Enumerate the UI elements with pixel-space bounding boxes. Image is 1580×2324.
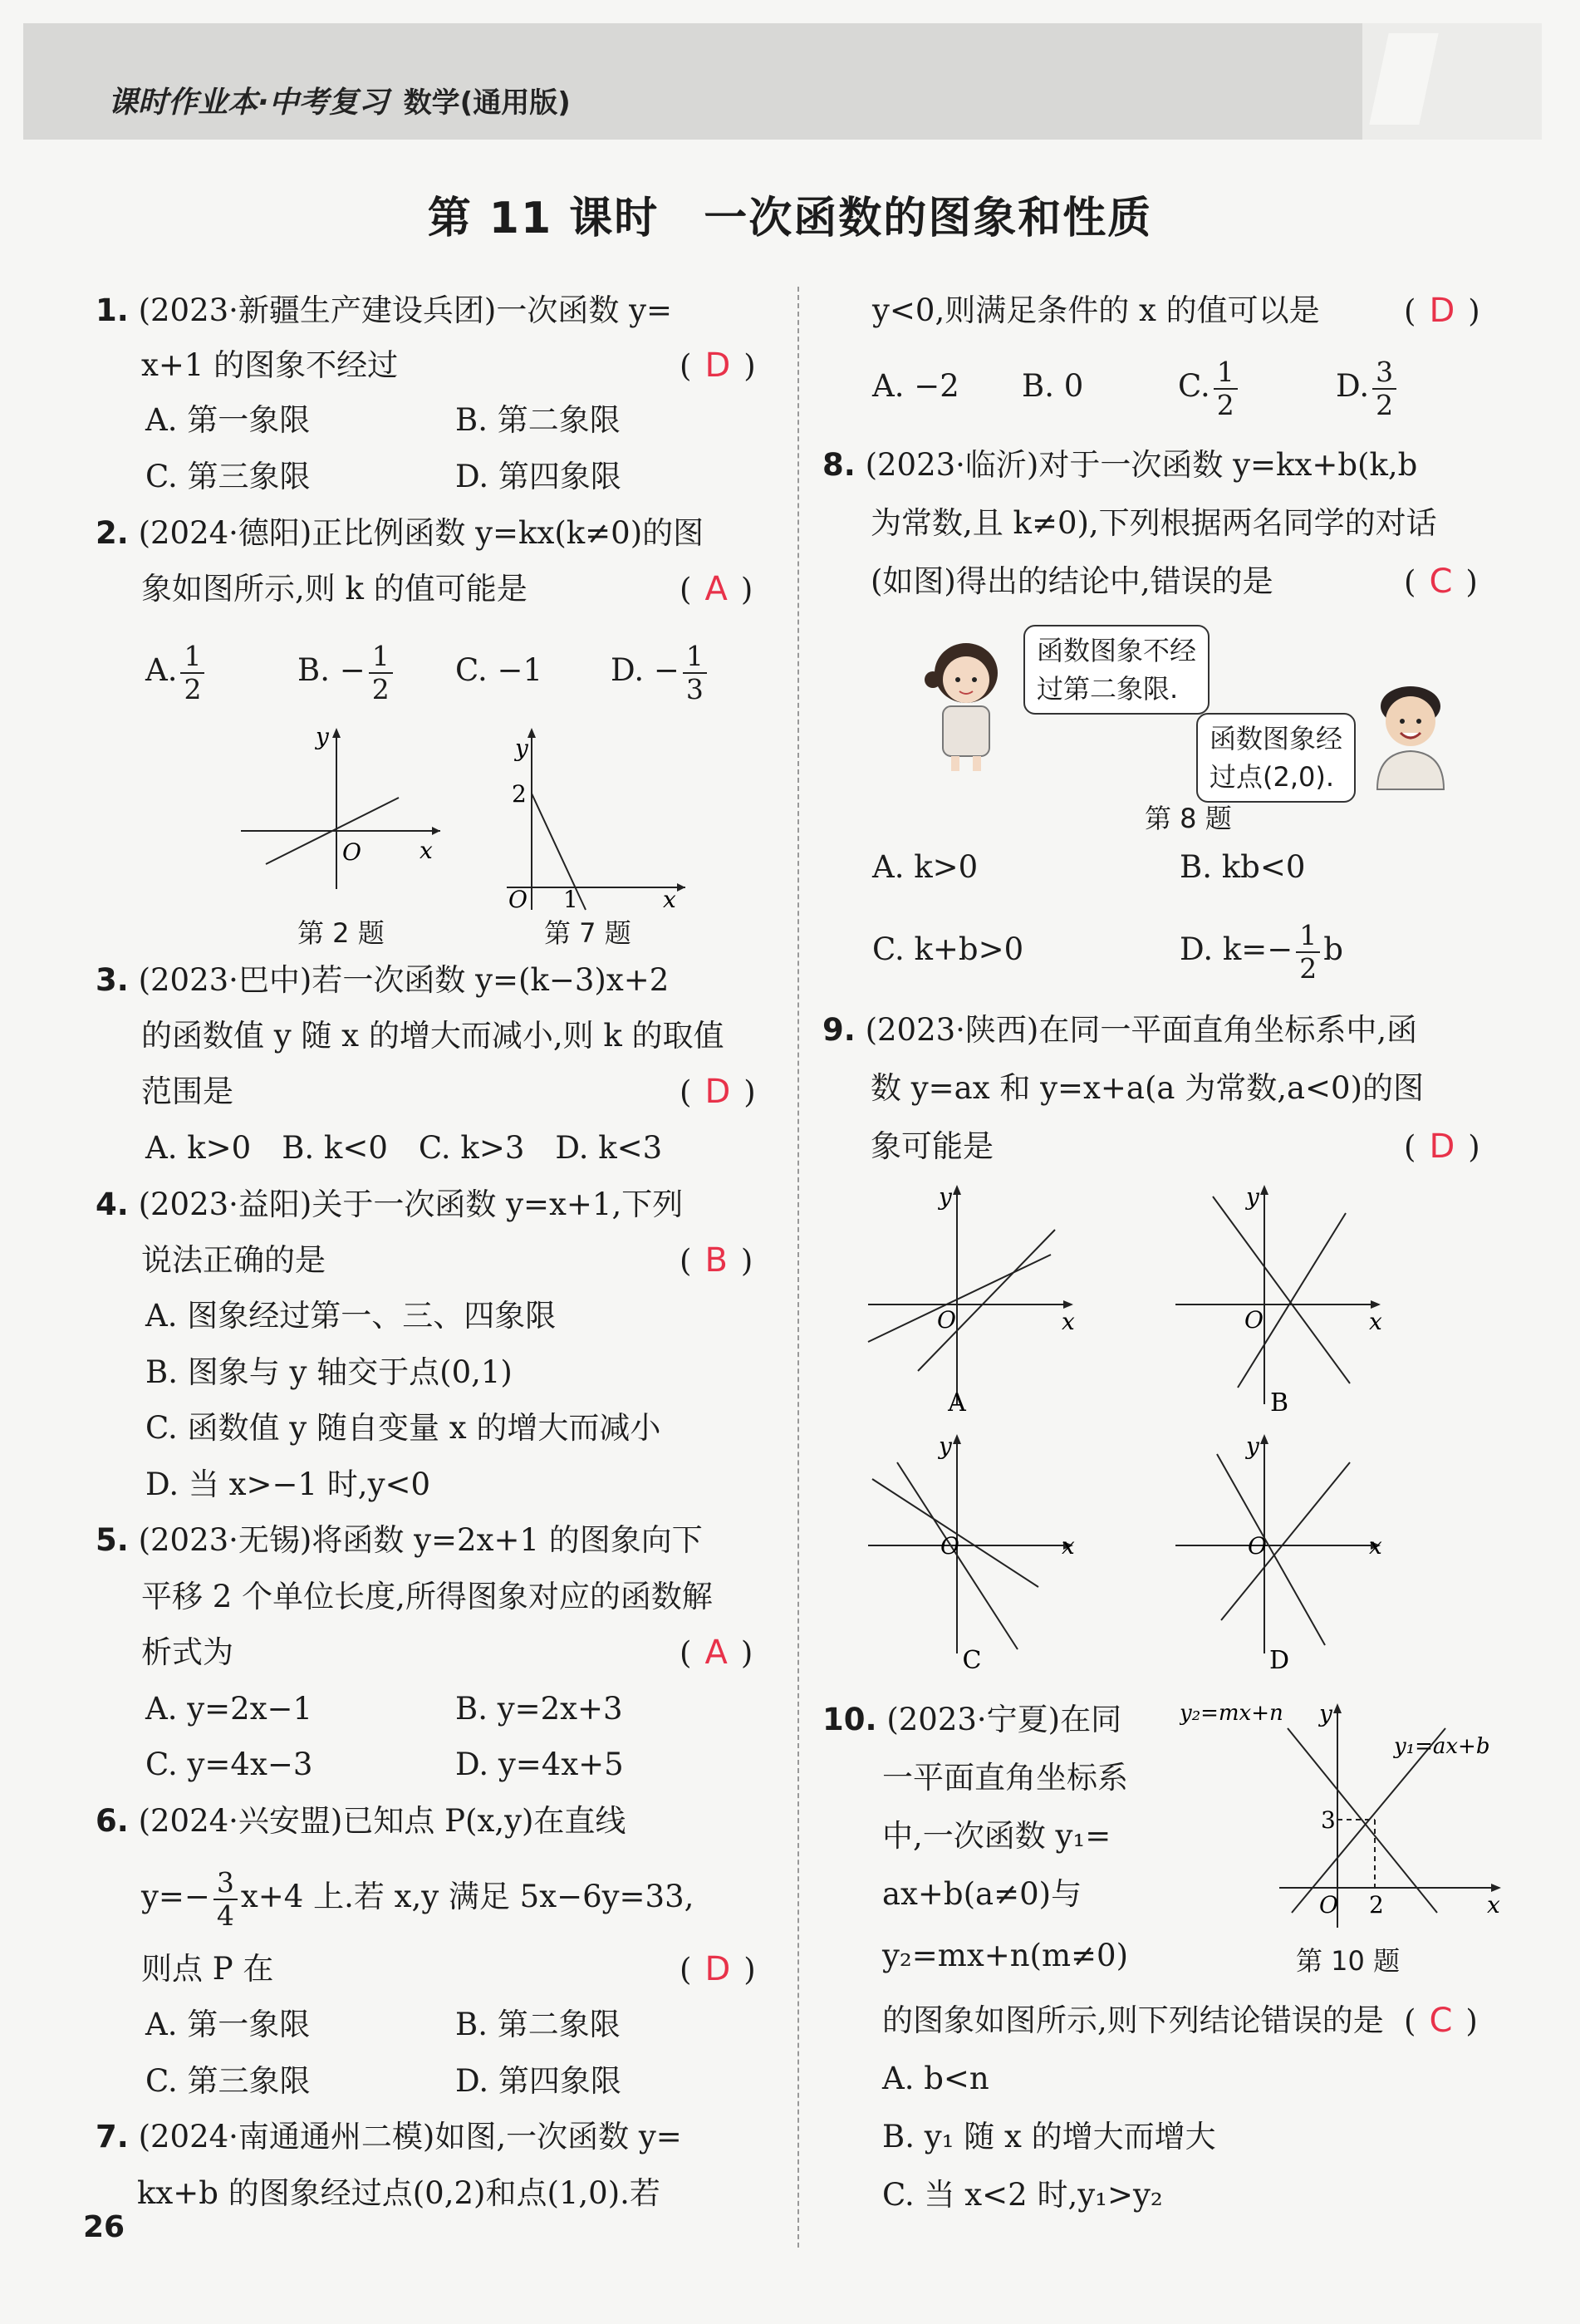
q7-option-d: D. $\frac{3}{2}$ xyxy=(1336,349,1400,424)
q9-graph-a xyxy=(864,1180,1080,1413)
q7-option-c: C. $\frac{1}{2}$ xyxy=(1178,349,1241,424)
q8-option-c: C. k+b>0 xyxy=(872,931,1024,967)
q3-line3: 范围是 xyxy=(141,1074,233,1109)
q10-option-c: C. 当 x<2 时,y₁>y₂ xyxy=(882,2177,1163,2213)
svg-text:2: 2 xyxy=(1369,1891,1384,1919)
svg-text:x: x xyxy=(1062,1308,1075,1335)
fig2-caption: 第 2 题 xyxy=(297,917,385,949)
q1-option-b: B. 第二象限 xyxy=(455,402,621,438)
svg-text:O: O xyxy=(937,1306,956,1334)
svg-text:O: O xyxy=(1248,1532,1267,1560)
figure-q7-graph xyxy=(498,723,689,914)
q9-line3: 象可能是 xyxy=(871,1128,994,1164)
q2-option-d: D. − $\frac{1}{3}$ xyxy=(611,633,710,708)
q4-option-c: C. 函数值 y 随自变量 x 的增大而减小 xyxy=(145,1410,661,1446)
q6-option-c: C. 第三象限 xyxy=(145,2063,311,2099)
q9-label-a: A xyxy=(948,1388,966,1413)
q8-line3: (如图)得出的结论中,错误的是 xyxy=(871,563,1273,599)
svg-text:y: y xyxy=(939,1183,952,1211)
q4-option-b: B. 图象与 y 轴交于点(0,1) xyxy=(145,1354,513,1390)
q9-answer: ( D ) xyxy=(1404,1128,1480,1166)
q9-graph-d xyxy=(1171,1429,1387,1670)
q6-answer: ( D ) xyxy=(680,1950,756,1988)
q9-line2: 数 y=ax 和 y=x+a(a 为常数,a<0)的图 xyxy=(871,1070,1424,1106)
fig7-tick-2: 2 xyxy=(512,780,527,808)
q6-line3: 则点 P 在 xyxy=(141,1951,274,1987)
q7-option-b: B. 0 xyxy=(1022,368,1084,404)
q5-line2: 平移 2 个单位长度,所得图象对应的函数解 xyxy=(141,1579,713,1614)
q7-option-a: A. −2 xyxy=(872,368,959,404)
q6-line2: y=− $\frac{3}{4}$ x+4 上.若 x,y 满足 5x−6y=33, xyxy=(141,1865,694,1932)
q3-options: A. k>0 B. k<0 C. k>3 D. k<3 xyxy=(145,1130,663,1166)
q10-line2: 一平面直角坐标系 xyxy=(882,1760,1128,1796)
svg-text:y: y xyxy=(1246,1432,1259,1460)
q1-option-a: A. 第一象限 xyxy=(145,402,311,438)
q2-line1: 2. (2024·德阳)正比例函数 y=kx(k≠0)的图 xyxy=(96,515,704,551)
q8-line2: 为常数,且 k≠0),下列根据两名同学的对话 xyxy=(871,505,1437,541)
fig2-origin-label: O xyxy=(342,838,361,866)
q6-option-d: D. 第四象限 xyxy=(455,2063,621,2099)
figure-q2-graph xyxy=(233,723,449,897)
q7-line1: 7. (2024·南通通州二模)如图,一次函数 y= xyxy=(96,2119,682,2154)
q10-option-a: A. b<n xyxy=(882,2061,989,2096)
fig7-tick-1: 1 xyxy=(563,886,578,913)
fig2-x-label: x xyxy=(420,837,433,864)
q5-option-c: C. y=4x−3 xyxy=(145,1747,313,1782)
svg-text:x: x xyxy=(1062,1532,1075,1560)
q8-figure-caption: 第 8 题 xyxy=(1145,803,1232,834)
q5-option-b: B. y=2x+3 xyxy=(455,1691,623,1727)
q4-option-d: D. 当 x>−1 时,y<0 xyxy=(145,1467,431,1502)
q4-line1: 4. (2023·益阳)关于一次函数 y=x+1,下列 xyxy=(96,1187,684,1222)
q8-option-b: B. kb<0 xyxy=(1180,849,1306,885)
svg-text:3: 3 xyxy=(1321,1806,1336,1834)
q10-label-y2: y₂=mx+n xyxy=(1180,1701,1283,1726)
girl-speech-bubble: 函数图象不经 过第二象限. xyxy=(1023,625,1210,715)
q5-option-d: D. y=4x+5 xyxy=(455,1747,624,1782)
q8-option-d: D. k=− $\frac{1}{2}$ b xyxy=(1180,918,1343,985)
q4-option-a: A. 图象经过第一、三、四象限 xyxy=(145,1298,557,1334)
boy-illustration-icon xyxy=(1361,681,1460,798)
q6-line1: 6. (2024·兴安盟)已知点 P(x,y)在直线 xyxy=(96,1803,626,1839)
q3-answer: ( D ) xyxy=(680,1073,756,1111)
header-brand: 课时作业本·中考复习 数学(通用版) xyxy=(108,86,571,120)
svg-text:x: x xyxy=(1369,1308,1382,1335)
q8-answer: ( C ) xyxy=(1404,563,1478,601)
q10-line4: ax+b(a≠0)与 xyxy=(882,1876,1082,1912)
svg-text:O: O xyxy=(1244,1306,1264,1334)
svg-text:O: O xyxy=(940,1532,959,1560)
q9-label-b: B xyxy=(1269,1388,1289,1413)
q9-graph-c xyxy=(864,1429,1080,1670)
q4-line2: 说法正确的是 xyxy=(141,1242,326,1278)
q9-line1: 9. (2023·陕西)在同一平面直角坐标系中,函 xyxy=(822,1012,1418,1048)
q8-line1: 8. (2023·临沂)对于一次函数 y=kx+b(k,b xyxy=(822,447,1418,483)
q1-answer: ( D ) xyxy=(680,346,756,385)
q1-line1: 1. (2023·新疆生产建设兵团)一次函数 y= xyxy=(96,292,673,328)
q10-line3: 中,一次函数 y₁= xyxy=(882,1818,1111,1854)
q6-option-a: A. 第一象限 xyxy=(145,2007,311,2042)
q10-answer: ( C ) xyxy=(1404,2002,1478,2040)
q3-line2: 的函数值 y 随 x 的增大而减小,则 k 的取值 xyxy=(141,1018,724,1054)
q5-line1: 5. (2023·无锡)将函数 y=2x+1 的图象向下 xyxy=(96,1522,703,1558)
q10-line6: 的图象如图所示,则下列结论错误的是 xyxy=(882,2002,1384,2038)
q10-line1: 10. (2023·宁夏)在同 xyxy=(822,1702,1122,1737)
q10-figure-caption: 第 10 题 xyxy=(1296,1945,1401,1977)
boy-speech-bubble: 函数图象经 过点(2,0). xyxy=(1196,713,1356,803)
column-divider xyxy=(797,287,799,2248)
q1-option-d: D. 第四象限 xyxy=(455,459,621,494)
girl-illustration-icon xyxy=(918,640,1018,773)
q5-answer: ( A ) xyxy=(680,1634,753,1672)
q2-line2: 象如图所示,则 k 的值可能是 xyxy=(141,571,527,607)
svg-text:y: y xyxy=(1246,1183,1259,1211)
q5-option-a: A. y=2x−1 xyxy=(145,1691,313,1727)
q7-answer: ( D ) xyxy=(1404,292,1480,330)
q10-line5: y₂=mx+n(m≠0) xyxy=(882,1938,1129,1973)
page-number: 26 xyxy=(83,2210,125,2244)
q1-option-c: C. 第三象限 xyxy=(145,459,311,494)
q2-option-c: C. −1 xyxy=(455,652,543,688)
svg-text:y: y xyxy=(939,1432,952,1460)
q10-label-y1: y₁=ax+b xyxy=(1394,1734,1490,1759)
svg-text:x: x xyxy=(1487,1891,1500,1919)
fig2-y-label: y xyxy=(316,723,329,750)
q2-option-b: B. − $\frac{1}{2}$ xyxy=(297,633,396,708)
q2-answer: ( A ) xyxy=(680,570,753,608)
q2-option-a: A. $\frac{1}{2}$ xyxy=(145,633,208,708)
fig7-x-label: x xyxy=(663,886,676,913)
q4-answer: ( B ) xyxy=(680,1241,753,1280)
q8-option-a: A. k>0 xyxy=(872,849,979,885)
q9-label-d: D xyxy=(1268,1646,1290,1670)
svg-text:x: x xyxy=(1369,1532,1382,1560)
q10-graph xyxy=(1180,1695,1504,1936)
header-subject: 数学(通用版) xyxy=(403,86,571,120)
fig7-caption: 第 7 题 xyxy=(544,917,631,949)
q1-line2: x+1 的图象不经过 xyxy=(141,347,399,383)
q7-line3: y<0,则满足条件的 x 的值可以是 xyxy=(872,292,1320,328)
q9-graph-b xyxy=(1171,1180,1387,1413)
q3-line1: 3. (2023·巴中)若一次函数 y=(k−3)x+2 xyxy=(96,962,670,998)
q6-option-b: B. 第二象限 xyxy=(455,2007,621,2042)
fig7-origin-label: O xyxy=(508,886,527,913)
q7-line2: kx+b 的图象经过点(0,2)和点(1,0).若 xyxy=(137,2175,660,2211)
q10-option-b: B. y₁ 随 x 的增大而增大 xyxy=(882,2119,1216,2154)
svg-text:y: y xyxy=(1319,1700,1332,1727)
svg-text:O: O xyxy=(1319,1891,1338,1919)
q9-label-c: C xyxy=(962,1646,982,1670)
page-title: 第 11 课时 一次函数的图象和性质 xyxy=(427,194,1153,243)
fig7-y-label: y xyxy=(515,735,528,762)
q5-line3: 析式为 xyxy=(141,1634,233,1670)
